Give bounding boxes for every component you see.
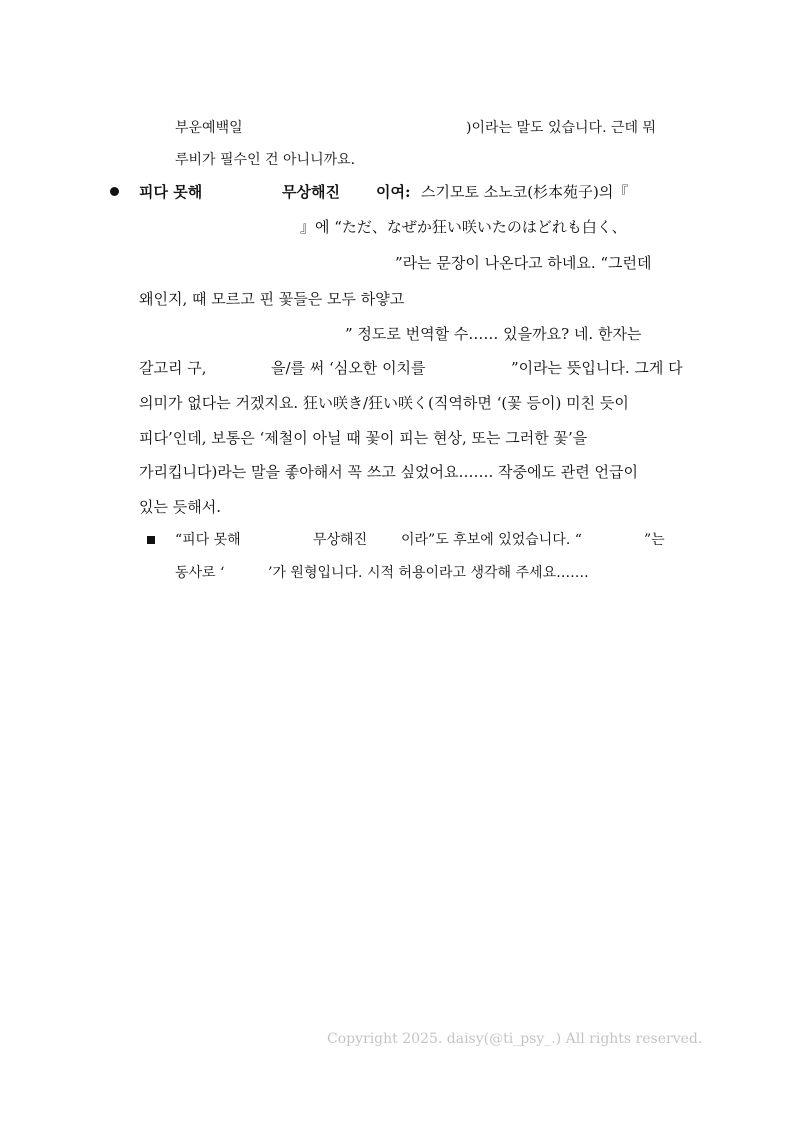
subbullet-line1-part2: 무상해진: [313, 532, 368, 548]
square-bullet-icon: [147, 536, 155, 544]
bullet-line10: 있는 듯해서.: [139, 498, 221, 516]
bullet-line5: ” 정도로 번역할 수…… 있을까요? 네. 한자는: [345, 325, 642, 343]
subbullet-line1-part1: “피다 못해: [175, 532, 241, 548]
block1-line1-start: 부운예백일: [175, 120, 243, 136]
bullet-line6-start: 갈고리 구,: [139, 359, 207, 377]
bullet-dot-icon: [110, 187, 119, 196]
subbullet-line2-part2: ’가 원형입니다. 시적 허용이라고 생각해 주세요…….: [268, 565, 589, 581]
block1-line1-end: )이라는 말도 있습니다. 근데 뭐: [466, 120, 657, 136]
bullet-line6-middle: 을/를 써 ‘심오한 이치를: [271, 359, 426, 377]
bullet-line1-rest: 스기모토 소노코(杉本苑子)의『: [421, 183, 629, 201]
block1-line2: 루비가 필수인 건 아니니까요.: [175, 152, 356, 168]
bullet-heading-part1: 피다 못해: [139, 183, 203, 201]
subbullet-line2-part1: 동사로 ‘: [175, 565, 225, 581]
copyright-footer: Copyright 2025. daisy(@ti_psy_.) All rights reserved.: [327, 1031, 703, 1047]
bullet-line3: ”라는 문장이 나온다고 하네요. “그런데: [395, 254, 652, 272]
bullet-heading-part3: 이여:: [376, 183, 411, 201]
bullet-line9: 가리킵니다)라는 말을 좋아해서 꼭 쓰고 싶었어요……. 작중에도 관련 언급이: [139, 463, 638, 481]
subbullet-line1-part3: 이라”도 후보에 있었습니다. “: [401, 532, 582, 548]
bullet-line7: 의미가 없다는 거겠지요. 狂い咲き/狂い咲く(직역하면 ‘(꽃 등이) 미친 듯이: [139, 394, 629, 412]
bullet-heading-part2: 무상해진: [282, 183, 340, 201]
subbullet-line1-part4: ”는: [644, 532, 665, 548]
bullet-line6-end: ”이라는 뜻입니다. 그게 다: [511, 359, 683, 377]
bullet-line8: 피다’인데, 보통은 ‘제철이 아닐 때 꽃이 피는 현상, 또는 그러한 꽃’을: [139, 429, 588, 447]
bullet-line2: 』에 “ただ、なぜか狂い咲いたのはどれも白く、: [300, 218, 627, 236]
bullet-line4: 왜인지, 때 모르고 핀 꽃들은 모두 하얗고: [139, 290, 405, 308]
